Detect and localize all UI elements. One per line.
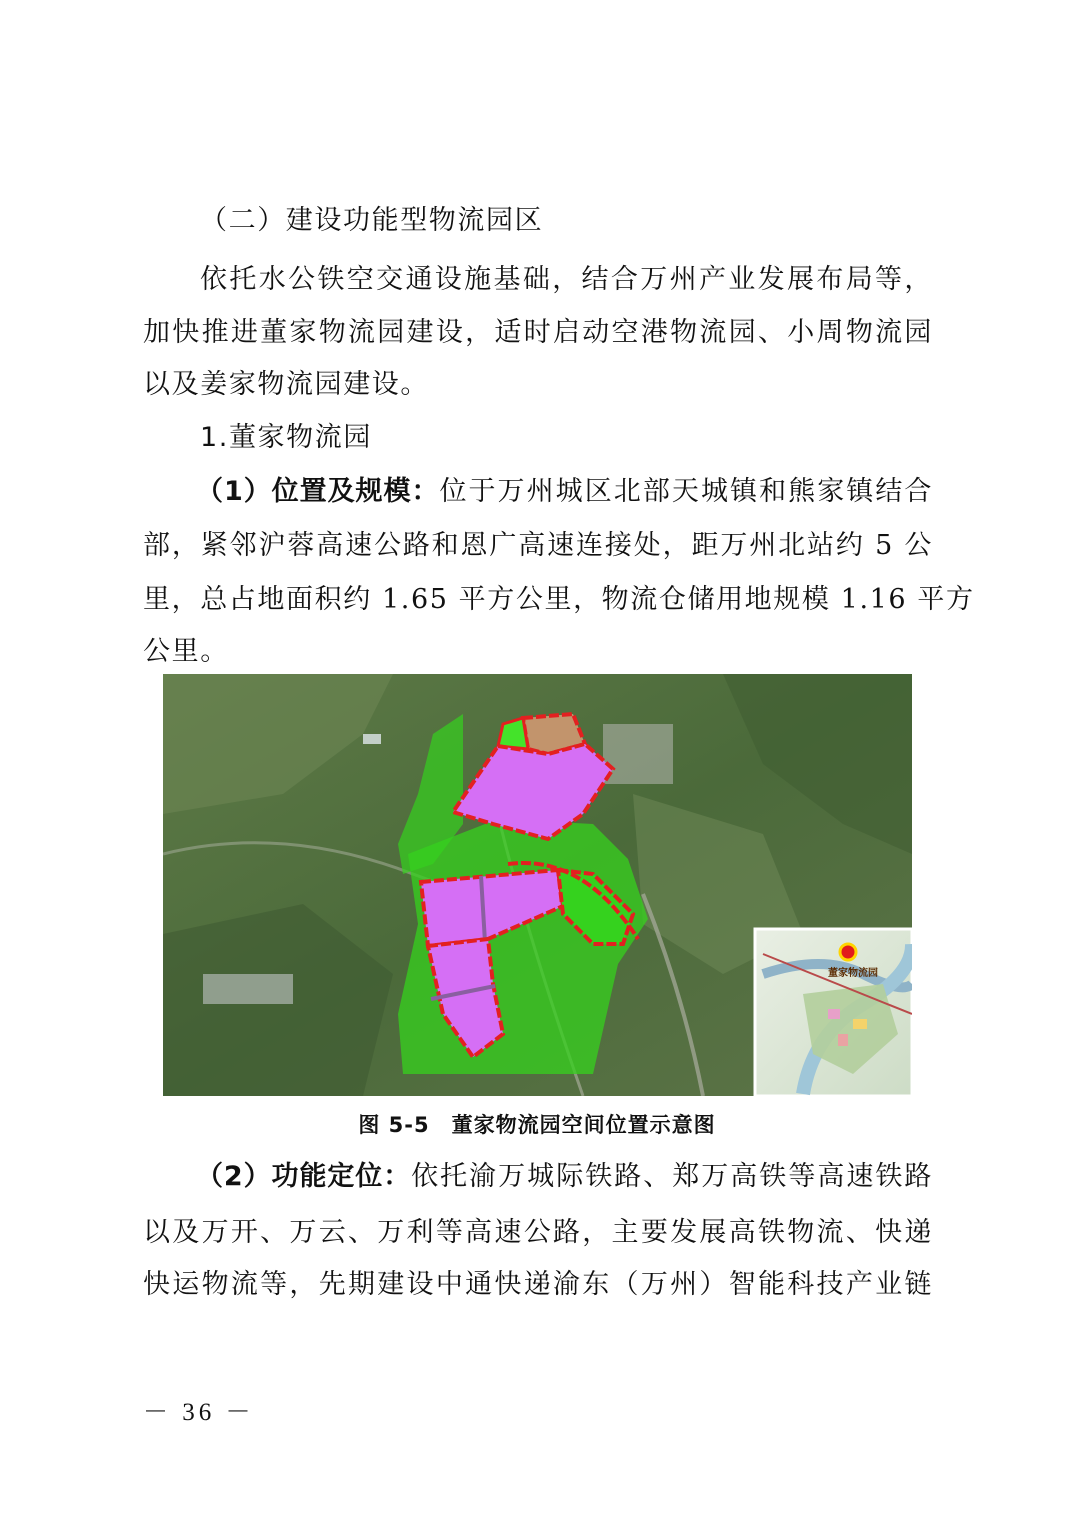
site-location-map [163,674,912,1096]
location-line-4: 公里。 [143,636,229,667]
sub-heading: 1.董家物流园 [200,422,372,453]
intro-line-1: 依托水公铁空交通设施基础，结合万州产业发展布局等， [200,264,933,295]
function-line-3: 快运物流等，先期建设中通快递渝东（万州）智能科技产业链 [143,1269,933,1300]
intro-line-3: 以及姜家物流园建设。 [143,369,429,400]
location-marker-icon [840,944,856,960]
intro-line-2: 加快推进董家物流园建设，适时启动空港物流园、小周物流园 [143,317,933,348]
page-number: － 36 － [143,1399,255,1426]
function-line-1 [196,1157,933,1197]
function-label: （2）功能定位： [196,1161,412,1192]
location-line-1 [196,472,933,512]
location-line-3: 里，总占地面积约 1.65 平方公里，物流仓储用地规模 1.16 平方 [143,584,975,615]
location-text-1: 位于万州城区北部天城镇和熊家镇结合 [439,476,933,507]
location-label: （1）位置及规模： [196,476,440,507]
inset-label: 董家物流园 [828,968,878,979]
function-text-1: 依托渝万城际铁路、郑万高铁等高速铁路 [411,1161,933,1192]
location-line-2: 部，紧邻沪蓉高速公路和恩广高速连接处，距万州北站约 5 公 [143,530,933,561]
function-line-2: 以及万开、万云、万利等高速公路，主要发展高铁物流、快递 [143,1217,933,1248]
figure-caption: 图 5-5 董家物流园空间位置示意图 [358,1113,716,1137]
inset-locator-map [755,929,912,1096]
section-heading: （二）建设功能型物流园区 [200,205,544,236]
